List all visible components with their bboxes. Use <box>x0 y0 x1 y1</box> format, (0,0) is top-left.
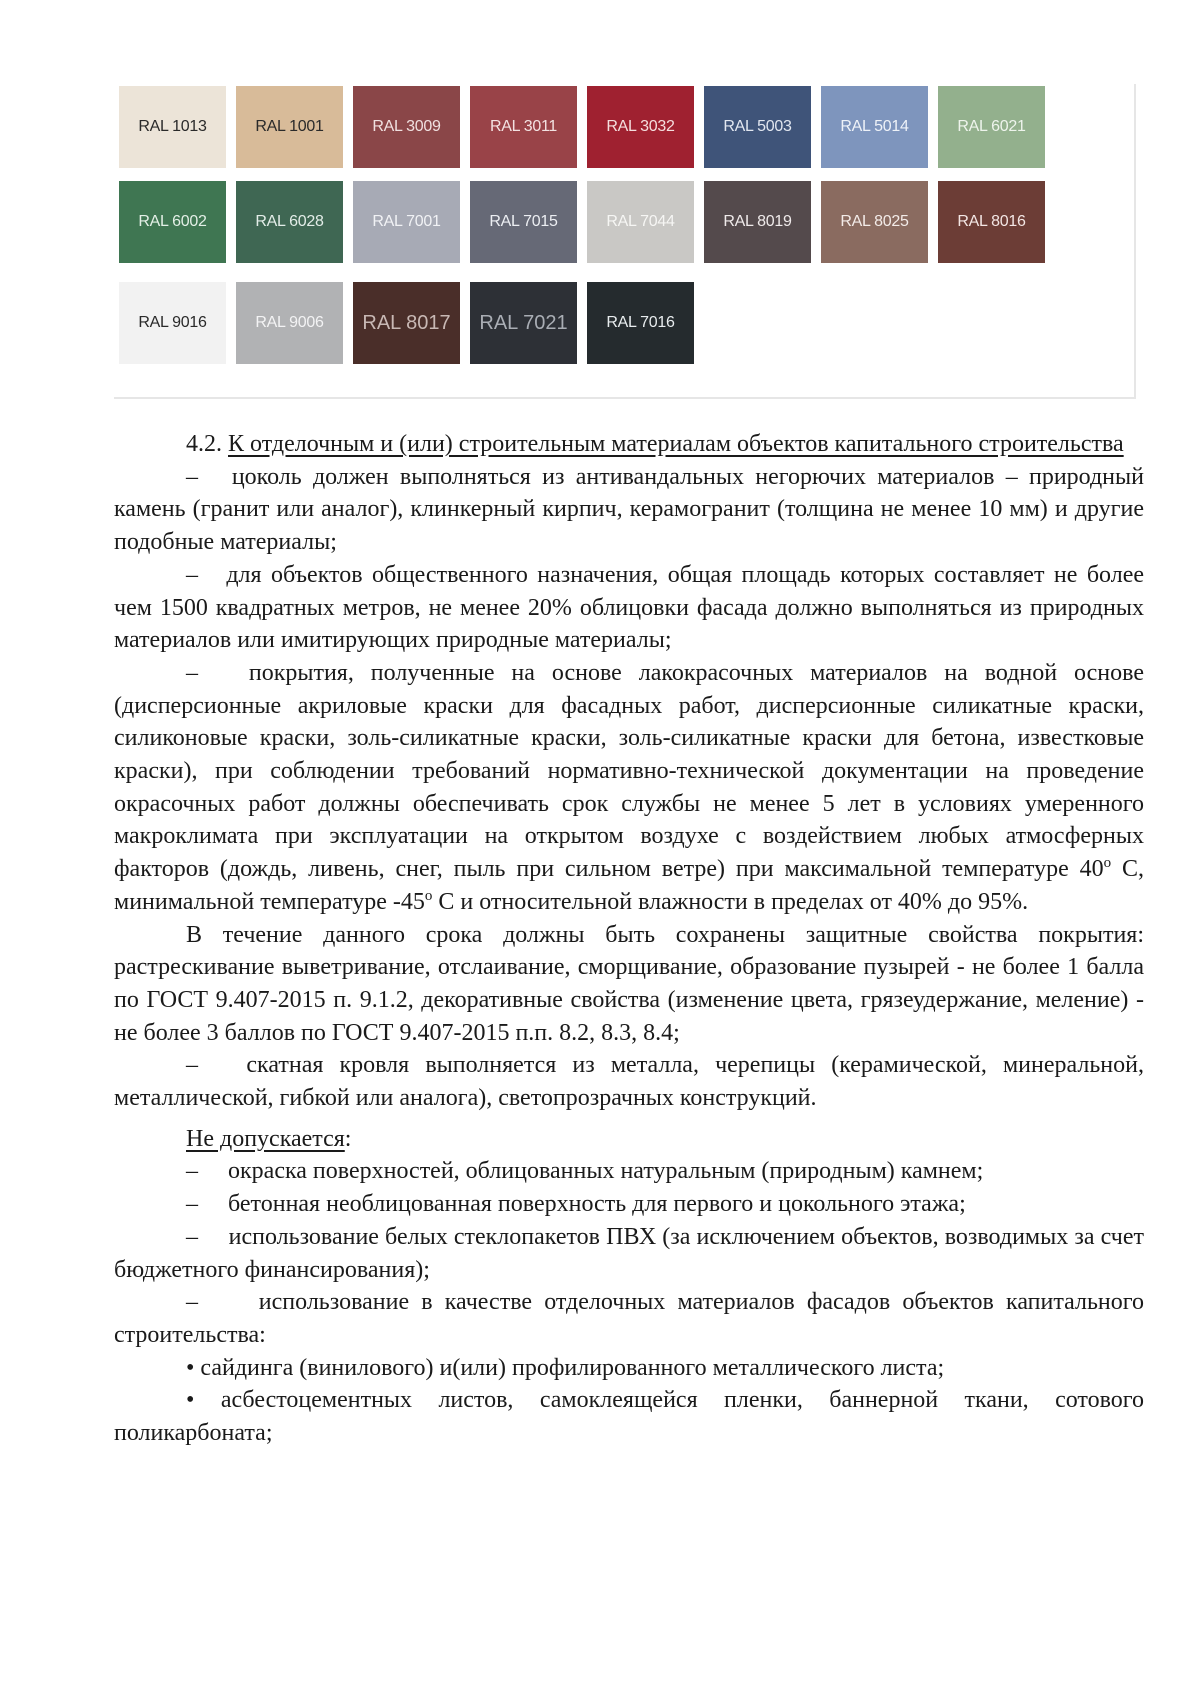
color-swatch: RAL 1001 <box>236 86 343 168</box>
document-body <box>114 428 1144 1450</box>
paragraph-public-buildings: – для объектов общественного назначения, общая площадь которых составляет не более чем 1500 квадратных метров, не менее 20% облицовки фасада должно выполняться из природных материалов или имитирующих природные материалы; <box>114 559 1144 657</box>
degree-sign: о <box>1103 855 1112 872</box>
color-swatch: RAL 6002 <box>119 181 226 263</box>
section-heading <box>114 428 1144 461</box>
color-swatch: RAL 8019 <box>704 181 811 263</box>
not-allowed-item: – использование в качестве отделочных материалов фасадов объектов капитального строительства: <box>114 1286 1144 1351</box>
bullet-item: • асбестоцементных листов, самоклеящейся пленки, баннерной ткани, сотового поликарбоната; <box>114 1387 1145 1447</box>
color-swatch: RAL 9016 <box>119 282 226 364</box>
paragraph-roof: – скатная кровля выполняется из металла, черепицы (керамической, минеральной, металлической, гибкой или аналога), светопрозрачных конструкций. <box>114 1049 1144 1114</box>
paragraph-coatings: – покрытия, полученные на основе лакокрасочных материалов на водной основе (дисперсионные акриловые краски для фасадных работ, дисперсионные силикатные краски, силиконовые краски, золь-силикатные краски, золь-силикатные краски для бетона, известковые краски), при соблюдении требований нормативно-технической документации на проведение окрасочных работ должны обеспечивать срок службы не менее 5 лет в условиях умеренного макроклимата при эксплуатации на открытом воздухе с воздействием любых атмосферных факторов (дождь, ливень, снег, пыль при сильном ветре) при максимальной температуре $40^о$ С, минимальной температуре $-45^о$ С и относительной влажности в пределах от 40% до 95%. <box>114 657 1144 919</box>
paragraph-protective-properties: В течение данного срока должны быть сохранены защитные свойства покрытия: растрескивание выветривание, отслаивание, сморщивание, образование пузырей - не более 1 балла по ГОСТ 9.407-2015 п. 9.1.2, декоративные свойства (изменение цвета, грязеудержание, меление) - не более 3 баллов по ГОСТ 9.407-2015 п.п. 8.2, 8.3, 8.4; <box>114 921 1144 1046</box>
color-swatch: RAL 5003 <box>704 86 811 168</box>
bullet-icon: • <box>186 1387 195 1414</box>
color-swatch: RAL 6028 <box>236 181 343 263</box>
bullet-icon: • <box>186 1354 195 1381</box>
color-swatch: RAL 7044 <box>587 181 694 263</box>
color-swatch: RAL 6021 <box>938 86 1045 168</box>
not-allowed-item: – бетонная необлицованная поверхность для первого и цокольного этажа; <box>114 1188 1144 1221</box>
color-swatch: RAL 3011 <box>470 86 577 168</box>
color-swatch: RAL 7021 <box>470 282 577 364</box>
not-allowed-item: – окраска поверхностей, облицованных натуральным (природным) камнем; <box>114 1155 1144 1188</box>
paragraph-plinth: – цоколь должен выполняться из антивандальных негорючих материалов – природный камень (гранит или аналог), клинкерный кирпич, керамогранит (толщина не менее 10 мм) и другие подобные материалы; <box>114 461 1144 559</box>
not-allowed-item: – использование белых стеклопакетов ПВХ (за исключением объектов, возводимых за счет бюджетного финансирования); <box>114 1221 1144 1286</box>
section-number: 4.2. <box>186 431 222 457</box>
color-swatch: RAL 8017 <box>353 282 460 364</box>
ral-color-palette <box>114 84 1136 399</box>
color-swatch: RAL 9006 <box>236 282 343 364</box>
color-swatch: RAL 3032 <box>587 86 694 168</box>
bullet-item: • сайдинга (винилового) и(или) профилированного металлического листа; <box>186 1354 945 1381</box>
section-title: К отделочным и (или) строительным материалам объектов капитального строительства <box>228 431 1124 457</box>
color-swatch: RAL 3009 <box>353 86 460 168</box>
color-swatch: RAL 1013 <box>119 86 226 168</box>
degree-sign: о <box>424 887 433 904</box>
color-swatch: RAL 5014 <box>821 86 928 168</box>
color-swatch: RAL 8025 <box>821 181 928 263</box>
color-swatch: RAL 7001 <box>353 181 460 263</box>
not-allowed-heading: Не допускается: <box>186 1125 352 1152</box>
color-swatch: RAL 8016 <box>938 181 1045 263</box>
color-swatch: RAL 7015 <box>470 181 577 263</box>
color-swatch: RAL 7016 <box>587 282 694 364</box>
